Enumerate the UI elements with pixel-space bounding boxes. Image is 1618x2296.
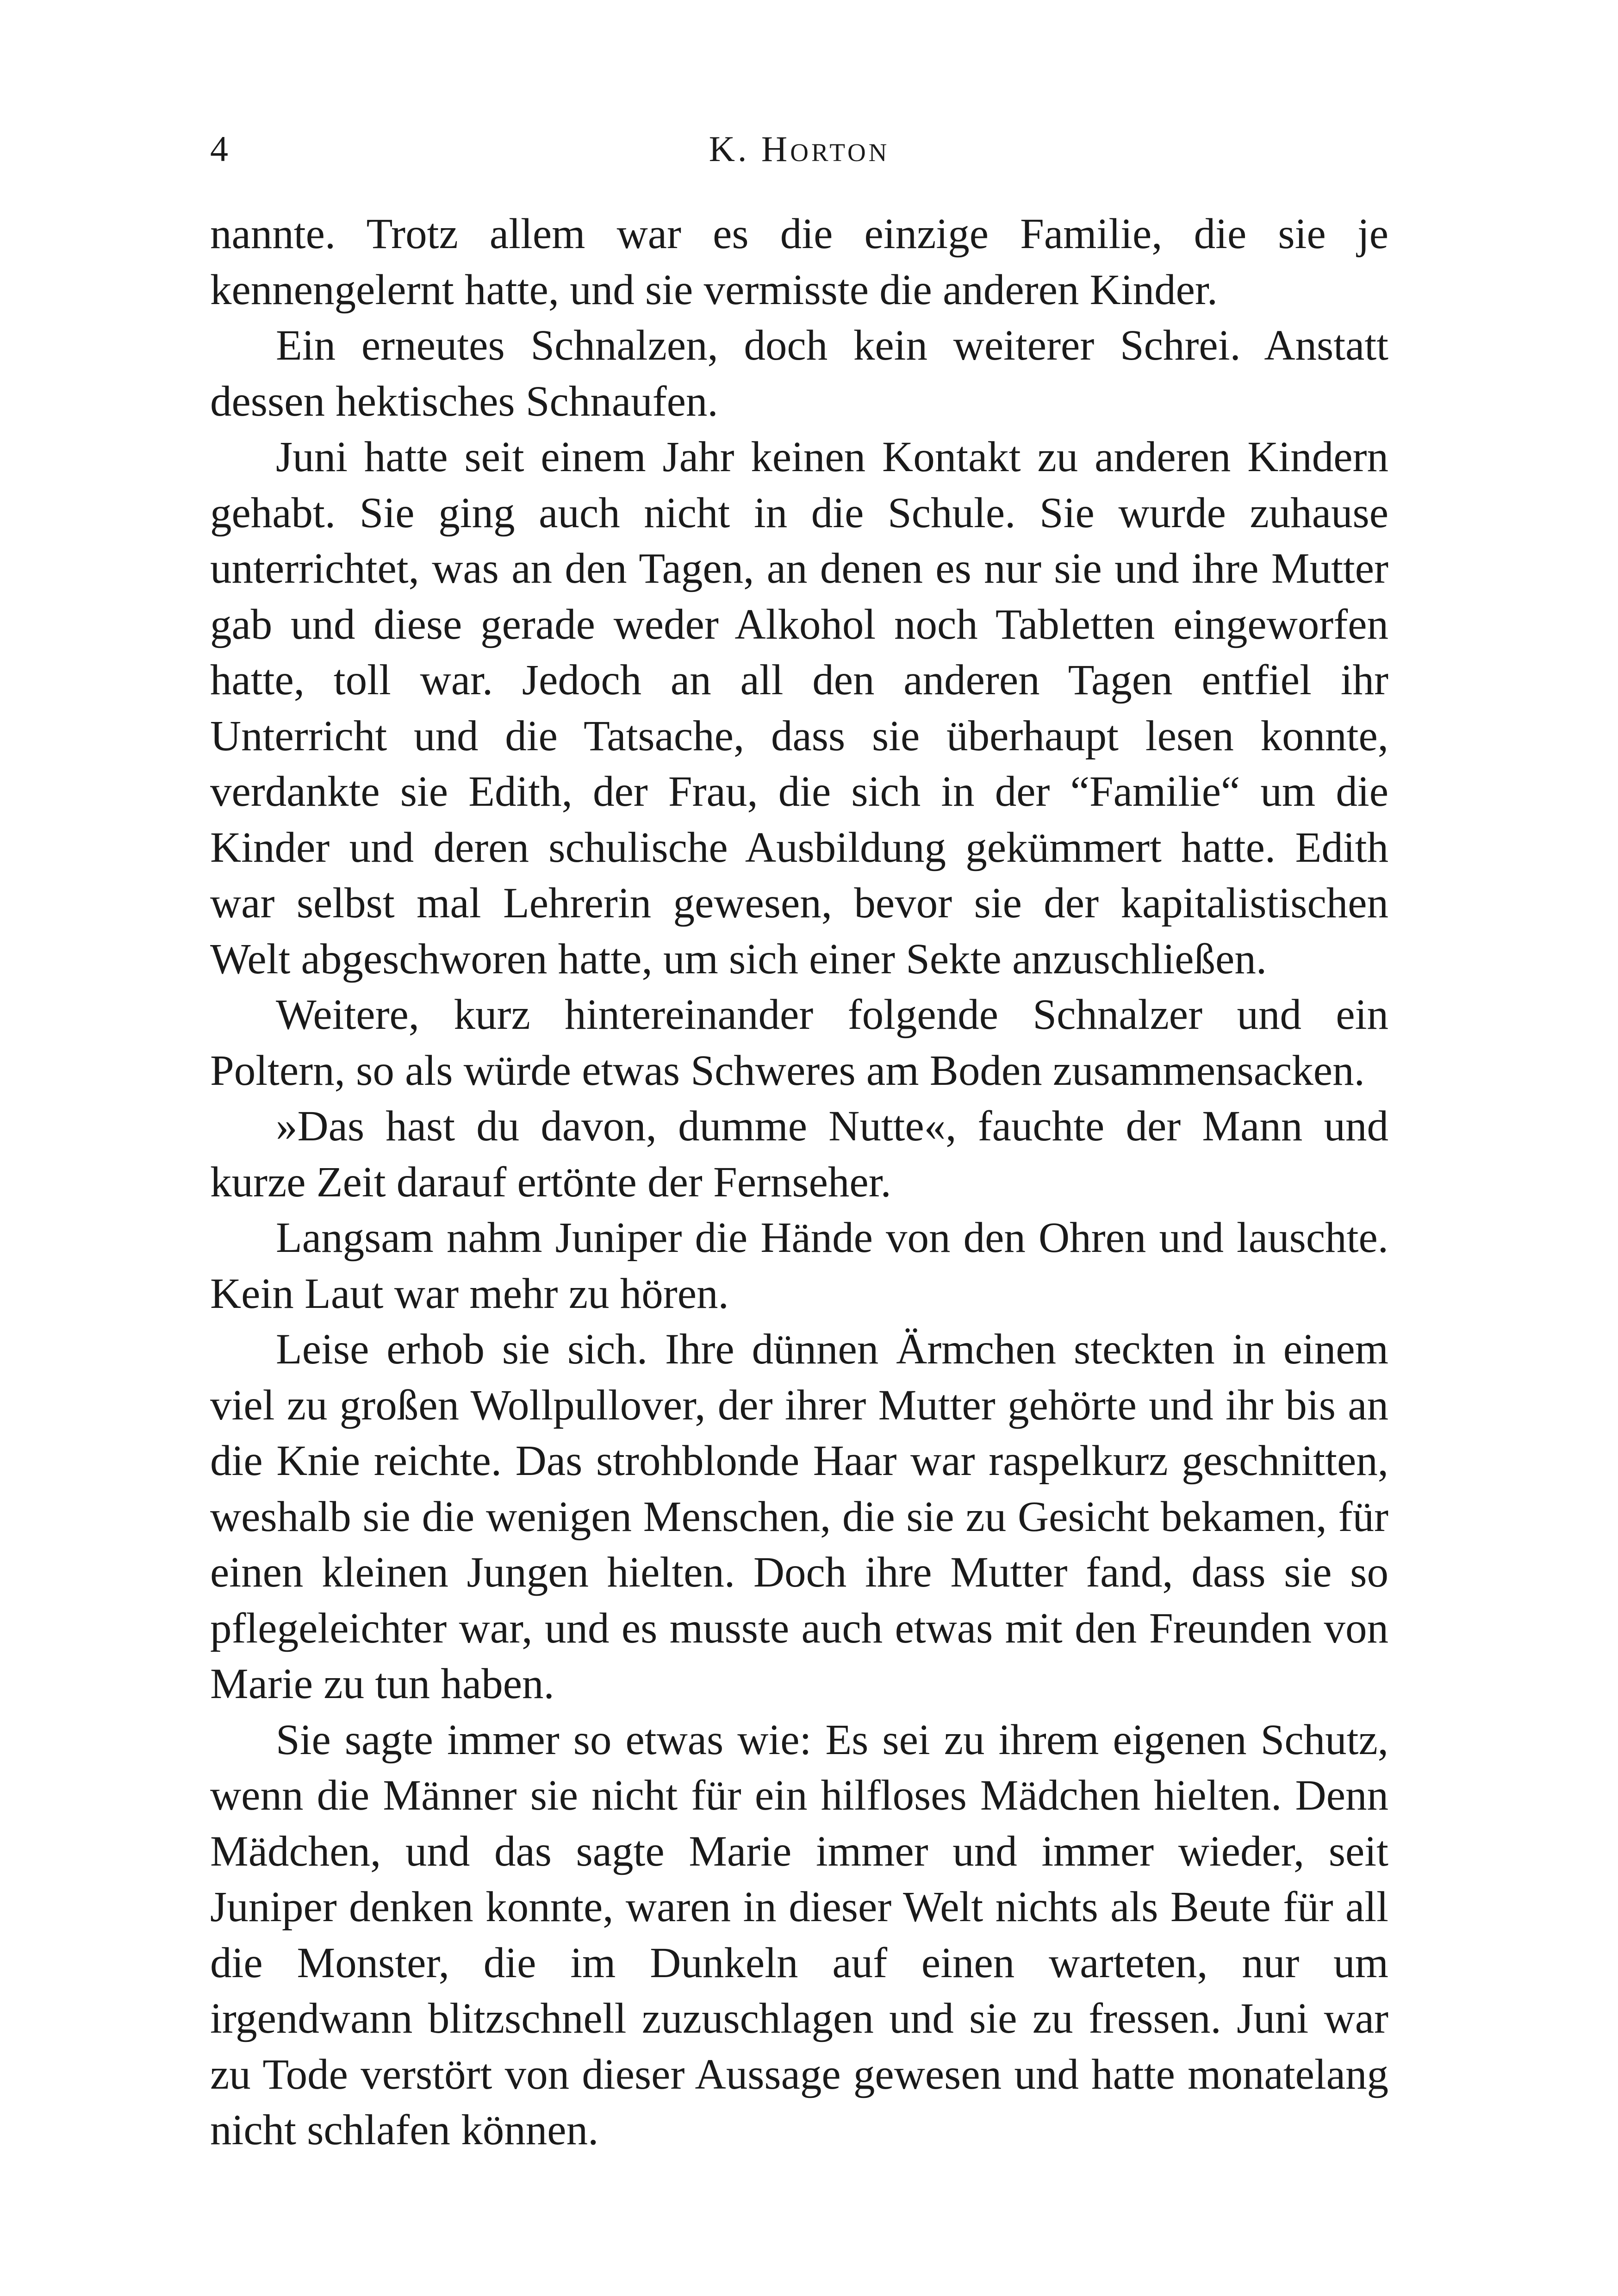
running-title-author: K. Horton bbox=[709, 129, 890, 169]
paragraph: »Das hast du davon, dumme Nutte«, fauchte der Mann und kurze Zeit darauf ertönte der Fernseher. bbox=[210, 1102, 1388, 1206]
paragraph: Weitere, kurz hintereinander folgende Schnalzer und ein Poltern, so als würde etwas Schweres am Boden zusammensacken. bbox=[210, 991, 1388, 1095]
paragraph: Leise erhob sie sich. Ihre dünnen Ärmchen steckten in einem viel zu großen Wollpullover, der ihrer Mutter gehörte und ihr bis an die Knie reichte. Das strohblonde Haar war raspelkurz geschnitten, weshalb sie die wenigen Menschen, die sie zu Gesicht bekamen, für einen kleinen Jungen hielten. Doch ihre Mutter fand, dass sie so pflegeleichter war, und es musste auch etwas mit den Freunden von Marie zu tun haben. bbox=[210, 1325, 1388, 1708]
page-number: 4 bbox=[210, 129, 228, 169]
paragraph: Sie sagte immer so etwas wie: Es sei zu ihrem eigenen Schutz, wenn die Männer sie nicht für ein hilfloses Mädchen hielten. Denn Mädchen, und das sagte Marie immer und immer wieder, seit Juniper denken konnte, waren in dieser Welt nichts als Beute für all die Monster, die im Dunkeln auf einen warteten, nur um irgendwann blitzschnell zuzuschlagen und sie zu fressen. Juni war zu Tode verstört von dieser Aussage gewesen und hatte monatelang nicht schlafen können. bbox=[210, 1716, 1388, 2154]
paragraph: Juni hatte seit einem Jahr keinen Kontakt zu anderen Kindern gehabt. Sie ging auch nicht in die Schule. Sie wurde zuhause unterrichtet, was an den Tagen, an denen es nur sie und ihre Mutter gab und diese gerade weder Alkohol noch Tabletten eingeworfen hatte, toll war. Jedoch an all den anderen Tagen entfiel ihr Unterricht und die Tatsache, dass sie überhaupt lesen konnte, verdankte sie Edith, der Frau, die sich in der “Familie“ um die Kinder und deren schulische Ausbildung gekümmert hatte. Edith war selbst mal Lehrerin gewesen, bevor sie der kapitalistischen Welt abgeschworen hatte, um sich einer Sekte anzuschließen. bbox=[210, 433, 1388, 983]
running-head bbox=[210, 116, 1388, 176]
paragraph: Ein erneutes Schnalzen, doch kein weiterer Schrei. Anstatt dessen hektisches Schnaufen. bbox=[210, 322, 1388, 425]
paragraph: Langsam nahm Juniper die Hände von den Ohren und lauschte. Kein Laut war mehr zu hören. bbox=[210, 1214, 1388, 1318]
paragraph: nannte. Trotz allem war es die einzige Familie, die sie je kennengelernt hatte, und sie vermisste die anderen Kinder. bbox=[210, 210, 1388, 314]
body-text bbox=[210, 206, 1388, 2159]
